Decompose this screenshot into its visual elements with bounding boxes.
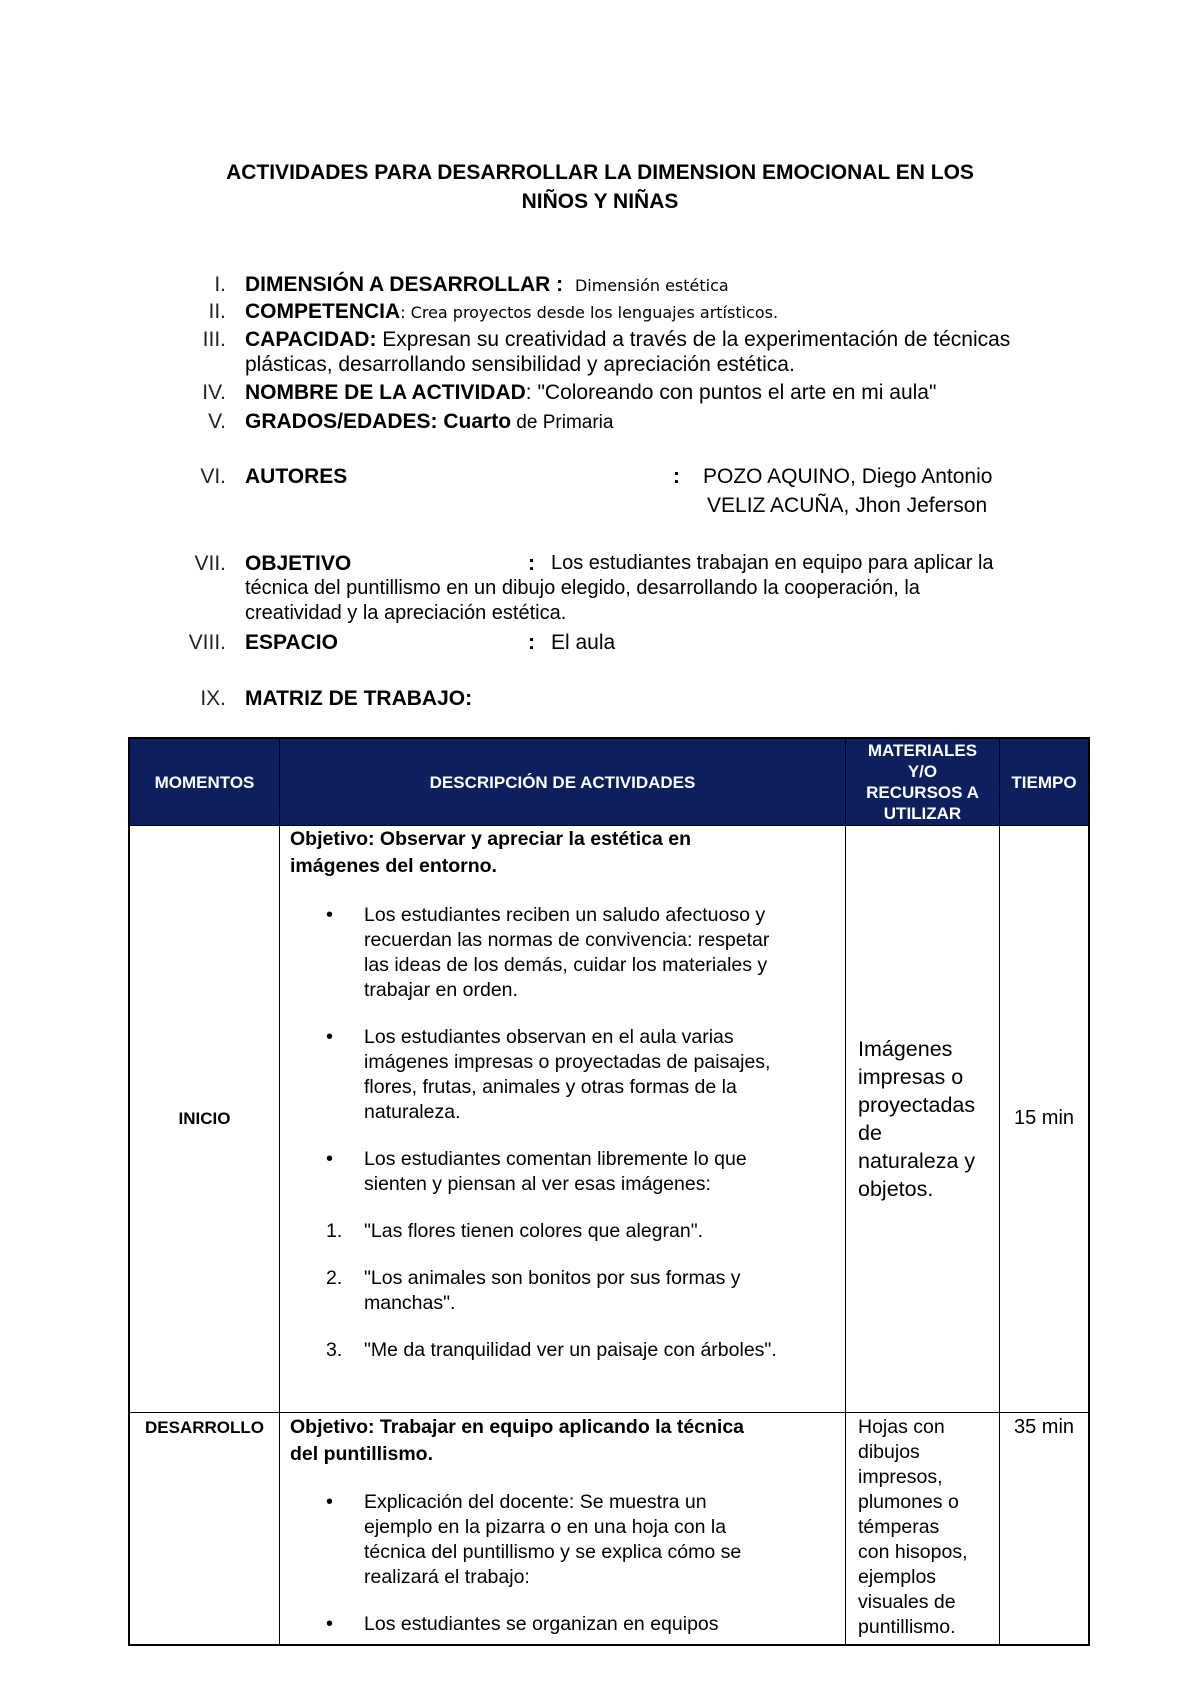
numbered-item — [290, 1338, 842, 1363]
section-label: AUTORES — [245, 465, 348, 488]
section-colon: : — [528, 631, 535, 654]
section-label: MATRIZ DE TRABAJO: — [245, 687, 473, 710]
row-inicio-descripcion — [290, 826, 842, 1363]
column-divider — [845, 739, 846, 1644]
section-number: VI. — [200, 465, 226, 488]
list-item — [290, 1147, 842, 1197]
section-number: VIII. — [188, 631, 226, 654]
item-number: 2. — [326, 1267, 343, 1289]
section-value: : Crea proyectos desde los lenguajes artísticos. — [400, 303, 779, 322]
materials-line: naturaleza y — [858, 1148, 976, 1173]
item-number: 1. — [326, 1220, 343, 1242]
list-item-line: técnica del puntillismo y se explica cómo se — [364, 1541, 742, 1563]
materials-line: con hisopos, — [858, 1541, 968, 1563]
work-matrix-table — [128, 737, 1090, 1646]
author-1: POZO AQUINO, Diego Antonio — [703, 465, 993, 488]
bullet-icon — [326, 1025, 333, 1050]
numbered-item — [290, 1266, 842, 1316]
author-2: VELIZ ACUÑA, Jhon Jeferson — [707, 494, 988, 517]
section-value-line-1: Los estudiantes trabajan en equipo para aplicar la — [551, 552, 994, 574]
section-value-line-2: técnica del puntillismo en un dibujo elegido, desarrollando la cooperación, la — [245, 577, 920, 599]
header-descripcion: DESCRIPCIÓN DE ACTIVIDADES — [280, 739, 845, 825]
section-number: I. — [214, 273, 226, 296]
item-number: 3. — [326, 1339, 343, 1361]
bullet-icon — [326, 1490, 333, 1515]
column-divider — [279, 739, 280, 1644]
header-materiales-line: Y/O — [907, 762, 938, 781]
materials-line: puntillismo. — [858, 1616, 956, 1638]
materials-line: proyectadas — [858, 1092, 976, 1117]
materials-line: impresos, — [858, 1466, 943, 1488]
list-item — [290, 903, 842, 1003]
section-value: Dimensión estética — [574, 276, 729, 295]
list-item-line: naturaleza. — [364, 1101, 461, 1123]
section-number: VII. — [194, 552, 226, 575]
section-label: GRADOS/EDADES: — [245, 410, 438, 433]
time-value: 35 min — [1013, 1416, 1075, 1438]
time-value: 15 min — [1013, 1107, 1075, 1129]
section-colon: : — [673, 465, 680, 488]
row-inicio-tiempo — [1000, 825, 1088, 1412]
materials-line: dibujos — [858, 1441, 920, 1463]
section-label: CAPACIDAD: — [245, 328, 377, 351]
section-number: III. — [202, 328, 226, 351]
header-materiales — [846, 739, 999, 825]
section-number: II. — [208, 300, 226, 323]
list-item-line: Los estudiantes observan en el aula varias — [364, 1026, 734, 1048]
objective-line-2: imágenes del entorno. — [290, 855, 497, 877]
list-item — [290, 1025, 842, 1125]
row-desarrollo-tiempo — [1000, 1415, 1088, 1440]
title-line-1: ACTIVIDADES PARA DESARROLLAR LA DIMENSION EMOCIONAL EN LOS — [226, 161, 974, 184]
section-number: IX. — [200, 687, 226, 710]
list-item-line: realizará el trabajo: — [364, 1566, 530, 1588]
document-title — [130, 158, 1070, 216]
materials-line: impresas o — [858, 1064, 964, 1089]
section-label: OBJETIVO — [245, 552, 352, 575]
header-materiales-line: MATERIALES — [867, 741, 978, 760]
section-label: NOMBRE DE LA ACTIVIDAD — [245, 381, 526, 404]
list-item — [290, 1490, 842, 1590]
bullet-icon — [326, 903, 333, 928]
list-item-line: las ideas de los demás, cuidar los materiales y — [364, 954, 768, 976]
list-item — [290, 1612, 842, 1637]
materials-line: plumones o — [858, 1491, 959, 1513]
materials-line: Hojas con — [858, 1416, 945, 1438]
title-line-2: NIÑOS Y NIÑAS — [521, 190, 679, 213]
objective-line-2: del puntillismo. — [290, 1443, 434, 1465]
header-momentos: MOMENTOS — [130, 739, 279, 825]
materials-line: ejemplos — [858, 1566, 937, 1588]
momento-label: DESARROLLO — [145, 1418, 264, 1437]
list-item-line: "Las flores tienen colores que alegran". — [364, 1220, 704, 1242]
section-label: ESPACIO — [245, 631, 338, 654]
objective-line-1: Objetivo: Trabajar en equipo aplicando la técnica — [290, 1416, 745, 1438]
objective-line-1: Objetivo: Observar y apreciar la estética en — [290, 828, 692, 850]
row-inicio-momento — [130, 825, 279, 1412]
list-item-line: imágenes impresas o proyectadas de paisajes, — [364, 1051, 771, 1073]
row-desarrollo-materiales — [858, 1415, 998, 1640]
list-item-line: manchas". — [364, 1292, 456, 1314]
bullet-icon — [326, 1147, 333, 1172]
list-item-line: Los estudiantes comentan libremente lo que — [364, 1148, 747, 1170]
section-colon: : — [528, 552, 535, 575]
list-item-line: ejemplo en la pizarra o en una hoja con la — [364, 1516, 727, 1538]
section-value-bold: Cuarto — [437, 410, 512, 433]
momento-label: INICIO — [178, 1109, 231, 1128]
header-materiales-line: UTILIZAR — [883, 804, 962, 823]
section-number: V. — [208, 410, 226, 433]
materials-line: témperas — [858, 1516, 940, 1538]
numbered-item — [290, 1219, 842, 1244]
section-label: COMPETENCIA — [245, 300, 401, 323]
section-number: IV. — [202, 381, 226, 404]
section-label: DIMENSIÓN A DESARROLLAR : — [245, 273, 564, 296]
list-item-line: Explicación del docente: Se muestra un — [364, 1491, 707, 1513]
section-value-line-1: Expresan su creatividad a través de la experimentación de técnicas — [376, 328, 1011, 351]
section-value: : "Coloreando con puntos el arte en mi aula" — [525, 381, 937, 404]
list-item-line: "Los animales son bonitos por sus formas y — [364, 1267, 741, 1289]
header-tiempo: TIEMPO — [1000, 739, 1088, 825]
list-item-line: sienten y piensan al ver esas imágenes: — [364, 1173, 711, 1195]
row-desarrollo-descripcion — [290, 1414, 842, 1637]
list-item-line: trabajar en orden. — [364, 979, 518, 1001]
header-materiales-line: RECURSOS A — [866, 783, 979, 802]
list-item-line: Los estudiantes se organizan en equipos — [364, 1613, 719, 1635]
materials-line: visuales de — [858, 1591, 956, 1613]
list-item-line: Los estudiantes reciben un saludo afectuoso y — [364, 904, 766, 926]
row-divider — [130, 1412, 1088, 1413]
section-value: de Primaria — [511, 412, 614, 433]
materials-line: de — [858, 1120, 882, 1145]
materials-line: Imágenes — [858, 1036, 953, 1061]
list-item-line: recuerdan las normas de convivencia: respetar — [364, 929, 770, 951]
section-value-line-2: plásticas, desarrollando sensibilidad y apreciación estética. — [245, 353, 795, 376]
row-inicio-materiales — [858, 825, 998, 1412]
materials-line: objetos. — [858, 1176, 934, 1201]
list-item-line: "Me da tranquilidad ver un paisaje con árboles". — [364, 1339, 777, 1361]
bullet-icon — [326, 1612, 333, 1637]
section-value: El aula — [551, 631, 616, 654]
list-item-line: flores, frutas, animales y otras formas de la — [364, 1076, 737, 1098]
section-value-line-3: creatividad y la apreciación estética. — [245, 602, 567, 624]
row-desarrollo-momento — [130, 1415, 279, 1440]
